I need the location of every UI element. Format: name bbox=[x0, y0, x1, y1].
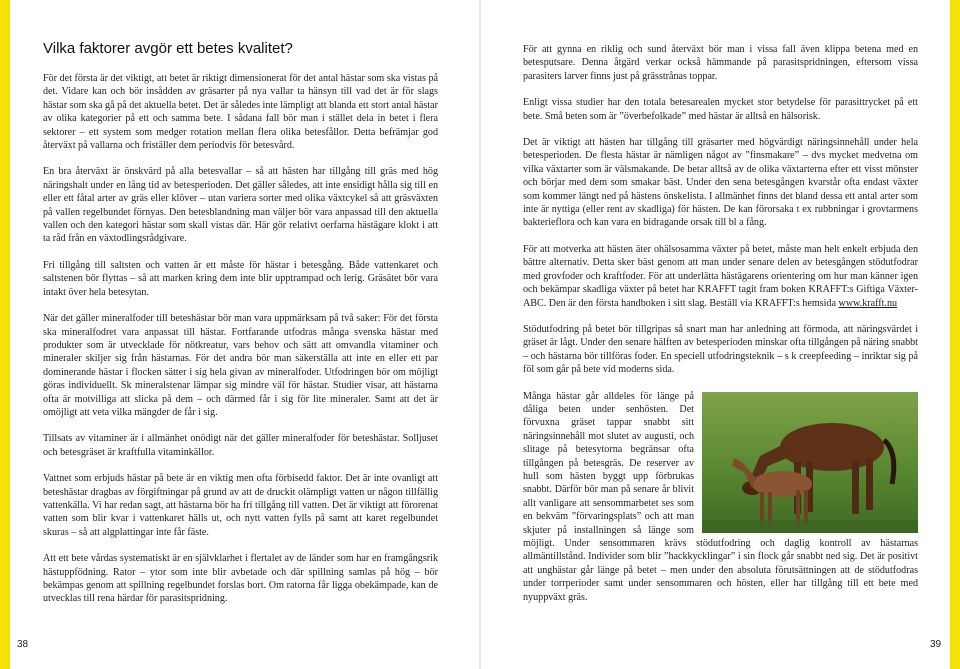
paragraph-text: Många hästar går alldeles för länge på dåliga beten under senhösten. Det förvuxna gräset tappar snabbt sitt näringsinnehåll mot slutet av augusti, och slitage på betesytorna begränsar ofta tillgången på betesgräs. De reserver av hull som hästen byggt upp förbrukas snabbt. Därför bör man på senare år blivit allt vanligare att sensommarbetet ses som en bekväm ”förvaringsplats” och att man skjuter på installningen så länge som möjligt. Under sensommaren krävs stödutfodring och daglig kontroll av hästarnas allmäntillstånd. Individer som blir ”hackkycklingar” i sin flock går snabbt ned sig. Det är positivt att unghästar går länge på betet – men under den absoluta förutsättningen att de stödutfodras under torrperioder samt under sensommaren och hösten, eller har tillgång till ett bete med nyuppväxt gräs. bbox=[523, 390, 918, 603]
paragraph: Det är viktigt att hästen har tillgång till gräsarter med högvärdigt näringsinnehåll under hela betesperioden. De flesta hästar är nämligen något av ”finsmakare” – dvs mycket medvetna om vilka växtarter som är välsmakande. De betar alltså av de olika växtarterna efter ett visst mönster och börjar med dem som smakar bäst. Under den sena betesgången kvarstår ofta endast växter som kommer längt ned på hästens önskelista. I allmänhet finns det bland dessa ett antal arter som inte är nyttiga (eller rent av skadliga) för hästen. De kan förorsaka t ex rubbningar i grovtarmens bakterieflora och kan vara en bidragande orsak till bl a fång. bbox=[523, 137, 918, 229]
paragraph: Fri tillgång till saltsten och vatten är ett måste för hästar i betesgång. Både vattenkaret och saltstenen bör flyttas – så att marken kring dem inte blir upptrampad och lerig. Gräsätet bör vara intakt över hela betesytan. bbox=[43, 259, 438, 298]
paragraph: När det gäller mineralfoder till beteshästar bör man vara uppmärksam på två saker: För det första ska mineralfodret vara anpassat till hästar. Fortfarande utfodras många svenska hästar med produkter som är utvecklade för nötkreatur, vars behov och sätt att omvandla vitaminer och mineraler skiljer sig från hästarnas. För det andra bör man säkerställa att inte en eller ett par dominerande hästar i flocken sätter i sig hela givan av mineralfoder. Utfodringen bör om möjligt göras individuellt. Sk mineralstenar lämpar sig mindre väl för hästar. Studier visar, att hästarna ofta är motvilliga att slicka på dem – och därmed får i sig för lite mineraler. Samt att det är omöjligt att veta vilka mängder de får i sig. bbox=[43, 313, 438, 418]
paragraph: En bra återväxt är önskvärd på alla betesvallar – så att hästen har tillgång till gräs med hög näringshalt under en lång tid av betesperioden. Det gäller således, att inte ensidigt hålla sig till en eller ett fåtal arter av gräs eller klöver – utan variera sorter med olika växtcykel så att gräsväxten på vallen regelbundet förnyas. Den betesblandning man väljer bör vara anpassad till den aktuella vallen och den kategori hästar som skall vistas där. Här gör relativt oerfarna hästägare klokt i att ta råd från en växtodlingsrådgivare. bbox=[43, 166, 438, 245]
paragraph: Stödutfodring på betet bör tillgripas så snart man har anledning att förmoda, att näringsvärdet i gräset är lågt. Under den senare hälften av betesperioden minskar ofta tillgången på näring snabbt – och hästarna bör tillföras foder. En speciell utfodringsteknik – s k creepfeeding – inriktar sig på föl som går på bete vid moderns sida. bbox=[523, 323, 918, 376]
paragraph: Att ett bete vårdas systematiskt är en självklarhet i flertalet av de länder som har en framgångsrik hästuppfödning. Rator – ytor som inte blir avbetade och där spillning samlas på hög – bör bekämpas genom att spillning regelbundet forslas bort. Om ratorna får ligga obekämpade, kan de utvecklas till rena härdar för parasitspridning. bbox=[43, 553, 438, 605]
website-link[interactable]: www.krafft.nu bbox=[838, 297, 898, 309]
paragraph: För att gynna en riklig och sund återväxt bör man i vissa fall även klippa betena med en betesputsare. Denna åtgärd verkar också hämmande på parasitspridningen, eftersom vissa parasiters larver finns just på grässtrånas toppar. bbox=[523, 44, 918, 82]
left-page-body bbox=[43, 72, 438, 619]
page-gutter bbox=[479, 0, 481, 669]
paragraph bbox=[523, 243, 918, 310]
right-page-body bbox=[523, 43, 918, 617]
paragraph-with-photo bbox=[523, 390, 918, 605]
page-title: Vilka faktorer avgör ett betes kvalitet? bbox=[43, 40, 293, 57]
paragraph: Tillsats av vitaminer är i allmänhet onödigt när det gäller mineralfoder för beteshästar. Solljuset och betesgräset är kraftfulla vitaminkällor. bbox=[43, 433, 438, 458]
paragraph-text: För att motverka att hästen äter ohälsosamma växter på betet, måste man helt enkelt erbjuda den bättre alternativ. Detta sker bäst genom att man under senare delen av betesgången stödutfodrar med grovfoder och kraftfoder. För att underlätta hästägarens orientering om hur man känner igen och bekämpar skadliga växter på betet har KRAFFT tagit fram boken KRAFFT:s Giftiga Växter-ABC. Den är den första handboken i sitt slag. Beställ via KRAFFT:s hemsida bbox=[523, 243, 918, 309]
paragraph: För det första är det viktigt, att betet är riktigt dimensionerat för det antal hästar som ska vistas på det. Vidare kan och bör insådden av gräsarter på nya vallar ta hänsyn till vad det är för slags hästar som ska gå på det aktuella betet. Det är således inte lämpligt att blanda ett stort antal hästar av olika kategorier på ett och samma bete. I sådana fall bör man i stället dela in betet i flera sektorer – ett system som medger rotation mellan flera olika betesfållor. Detta befrämjar god återväxt på vallarna och friställer dem periodvis för betesvård. bbox=[43, 73, 438, 152]
page-number-left: 38 bbox=[17, 639, 29, 650]
paragraph: Enligt vissa studier har den totala betesarealen mycket stor betydelse för parasittrycket på ett bete. Små beten som är ”överbefolkade” med hästar är alltså en hälsorisk. bbox=[523, 97, 918, 122]
right-accent-bar bbox=[950, 0, 960, 669]
page-number-right: 39 bbox=[930, 639, 942, 650]
paragraph: Vattnet som erbjuds hästar på bete är en viktig men ofta förbisedd faktor. Det är inte ovanligt att beteshästar dragbas av förgiftningar på grund av att de druckit olämpligt vatten ur någon tillfällig vattenkälla. Vi har redan sagt, att hästarna bör ha fri tillgång till vatten. Det är viktigt att förorenat vatten som blir kvar i vattenkaret hälls ut, och nytt vatten fylls på samt att karet regelbundet skuras – så att algplattingar inte får fäste. bbox=[43, 473, 438, 538]
horses-photo bbox=[702, 392, 918, 533]
left-accent-bar bbox=[0, 0, 10, 669]
horses-photo-image bbox=[702, 392, 918, 533]
